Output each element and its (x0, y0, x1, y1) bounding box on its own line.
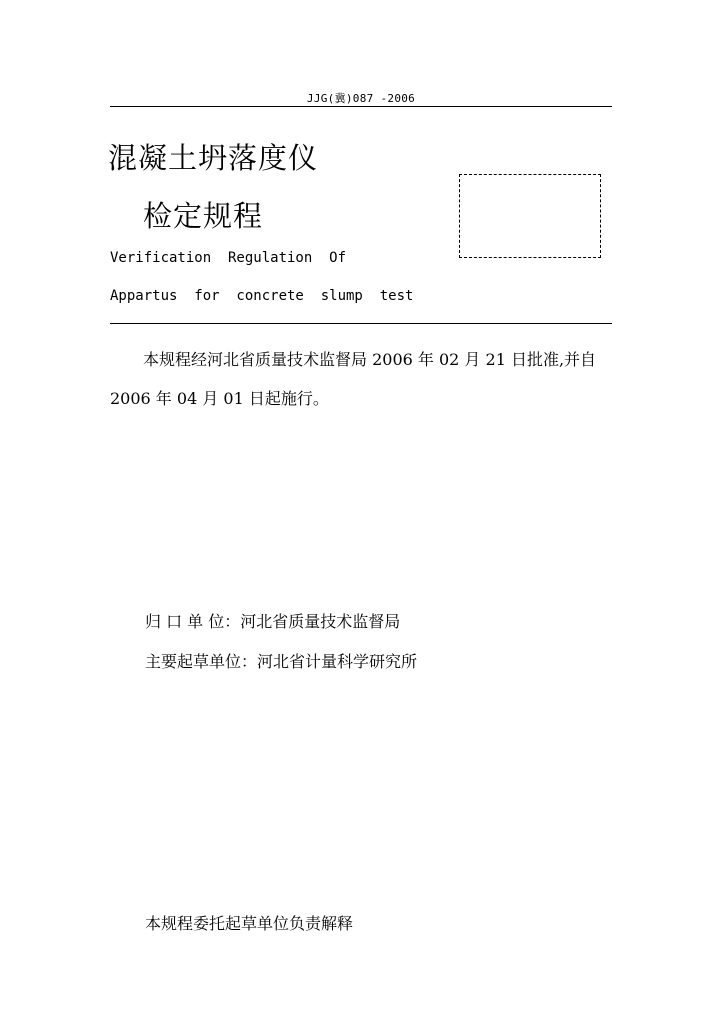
title-chinese-line1: 混凝土坍落度仪 (108, 141, 319, 175)
title-english-line1: Verification Regulation Of (110, 250, 347, 266)
title-divider-rule (110, 323, 612, 324)
stamp-placeholder-box (459, 174, 601, 258)
interpretation-note: 本规程委托起草单位负责解释 (145, 914, 354, 933)
title-chinese-line2: 检定规程 (143, 199, 264, 233)
responsible-unit: 归 口 单 位：河北省质量技术监督局 (145, 612, 401, 631)
title-english-line2: Appartus for concrete slump test (110, 288, 414, 304)
standard-code: JJG(冀)087 -2006 (306, 92, 416, 105)
approval-paragraph: 本规程经河北省质量技术监督局 2006 年 02 月 21 日批准,并自 2006 年 04 月 01 日起施行。 (110, 350, 597, 408)
header-rule (110, 106, 612, 107)
drafting-unit: 主要起草单位：河北省计量科学研究所 (145, 652, 418, 671)
